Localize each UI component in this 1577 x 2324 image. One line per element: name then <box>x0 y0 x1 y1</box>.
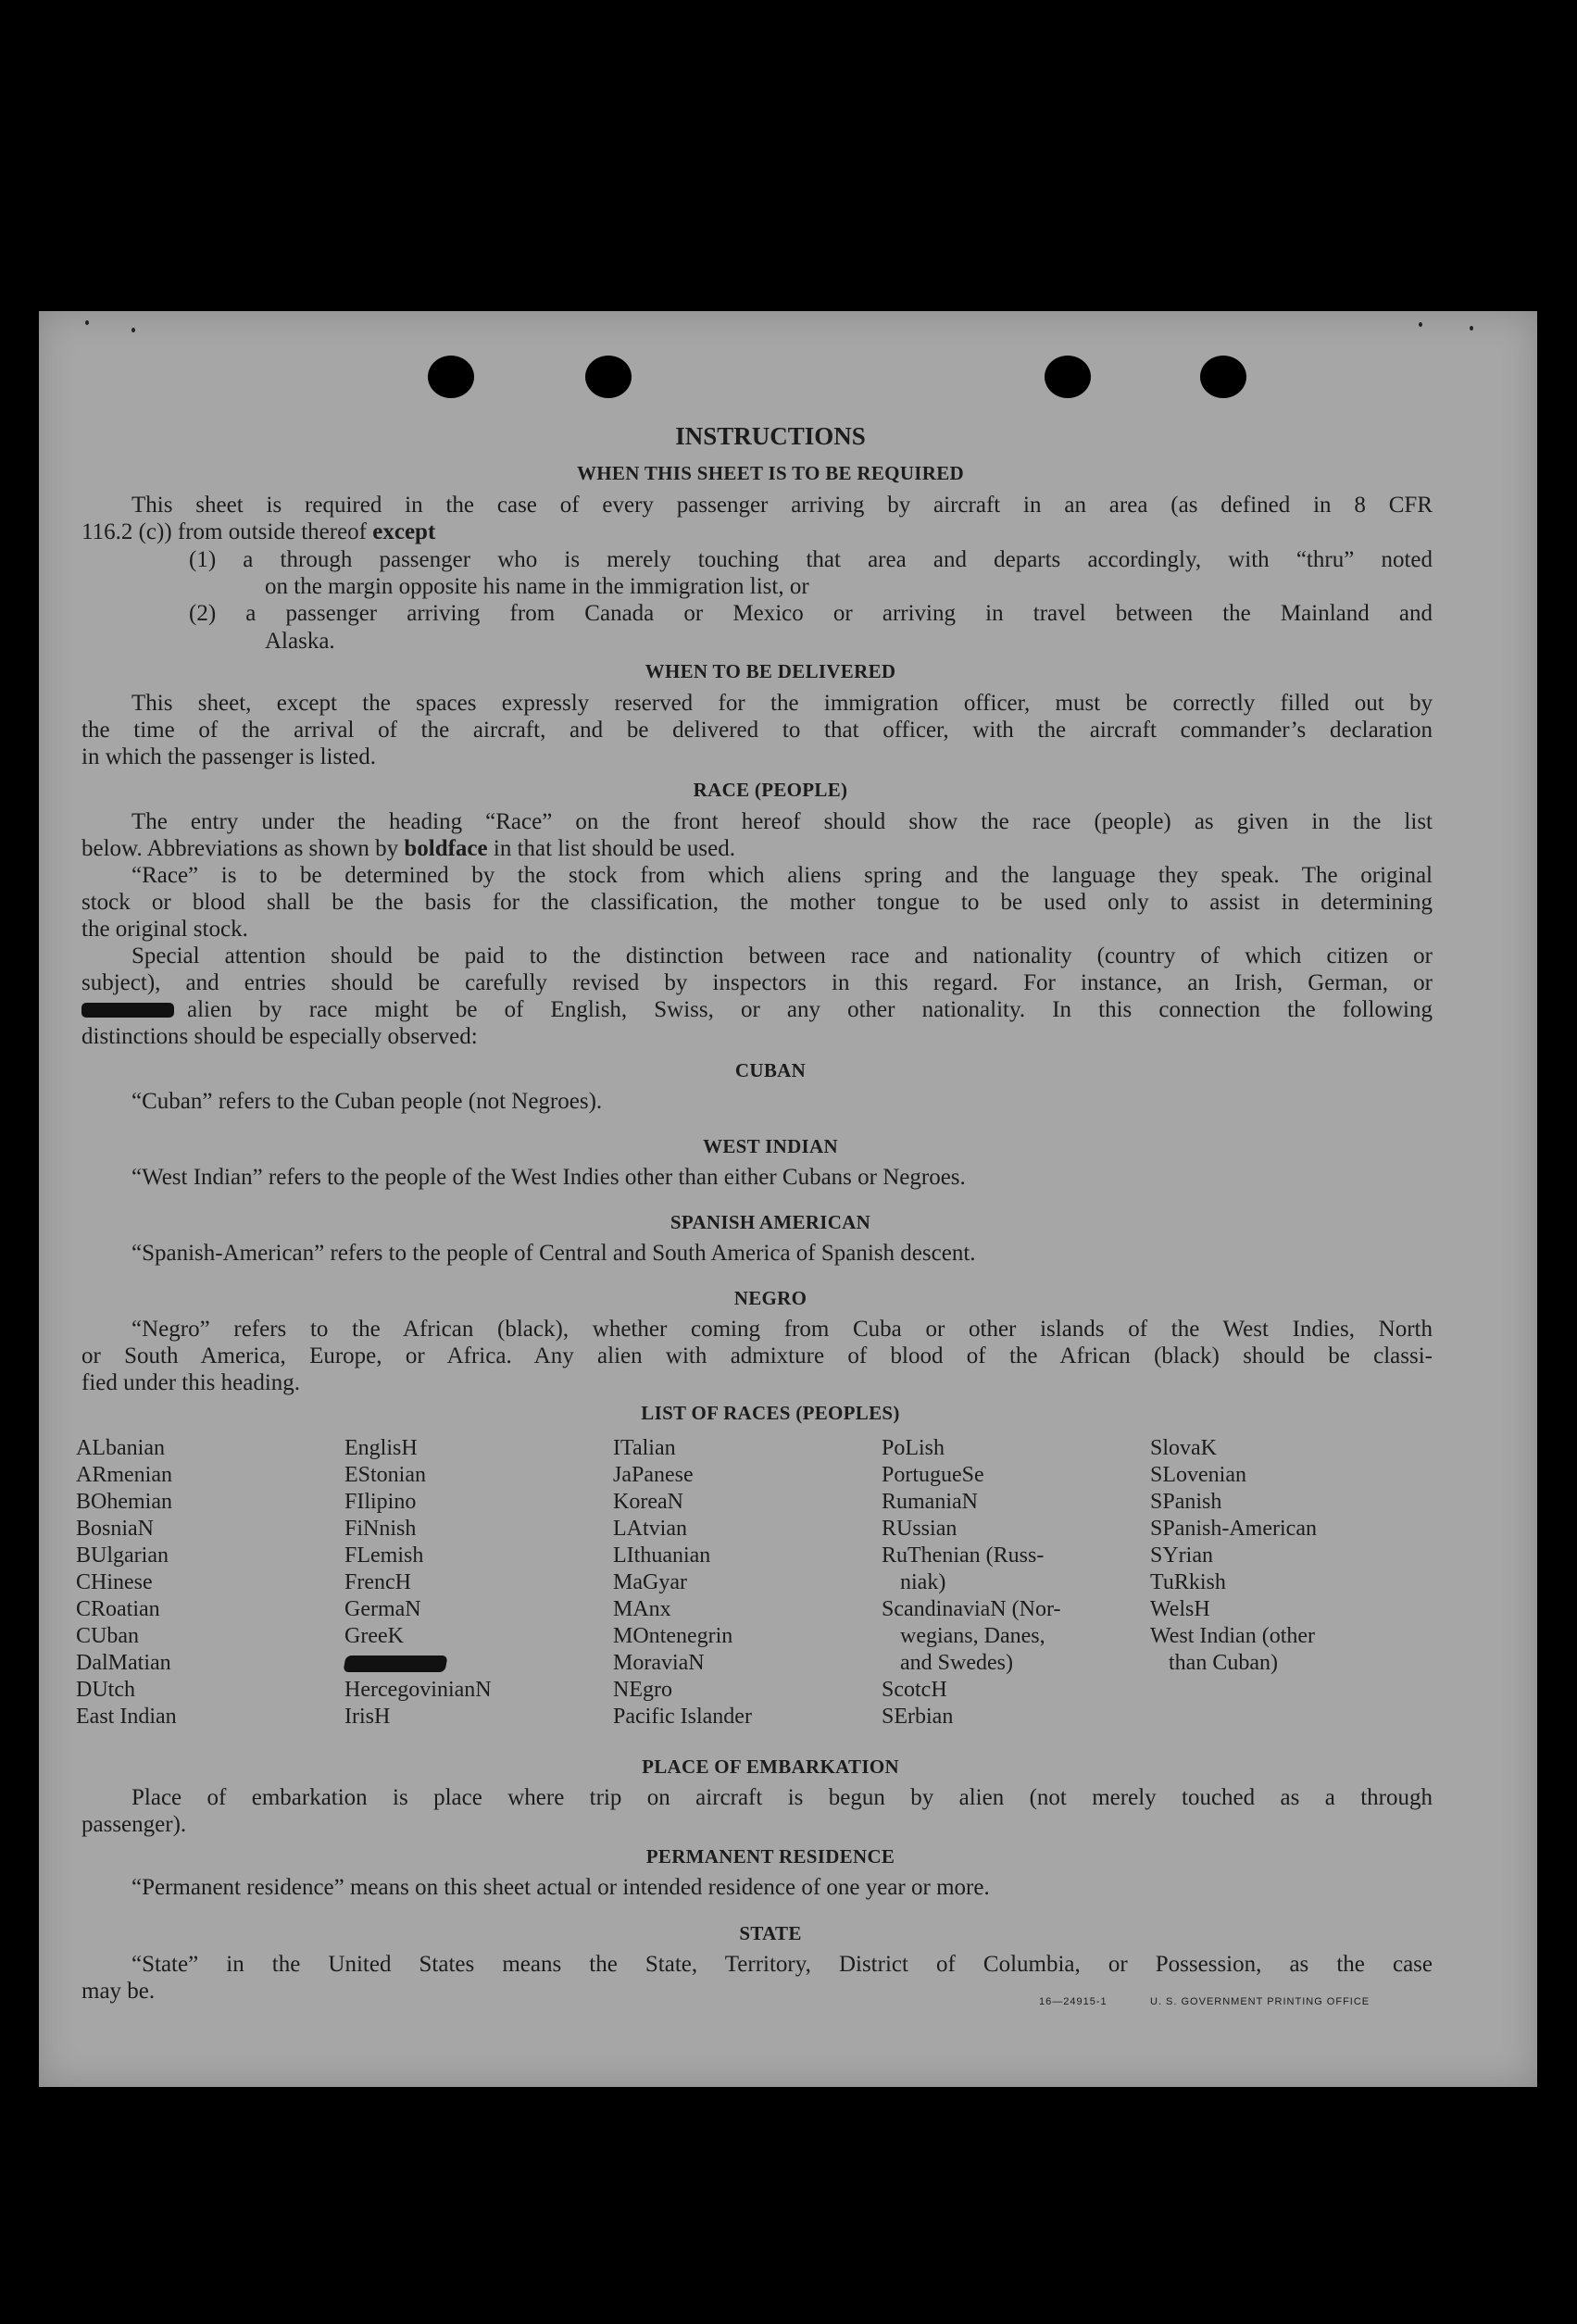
paragraph-line: subject), and entries should be carefully revised by inspectors in this regard. For instance, an Irish, German, or <box>81 970 1433 995</box>
paragraph-line: may be. <box>81 1979 156 2004</box>
speck <box>1470 326 1473 331</box>
race-entry: and Swedes) <box>900 1651 1013 1675</box>
punch-hole <box>1200 356 1246 398</box>
paragraph-line: fied under this heading. <box>81 1370 301 1395</box>
list-item: on the margin opposite his name in the immigration list, or <box>265 574 809 599</box>
race-entry: KoreaN <box>613 1490 683 1514</box>
race-entry: wegians, Danes, <box>900 1624 1045 1648</box>
paragraph-line: the time of the arrival of the aircraft, and be delivered to that officer, with the aircraft commander’s declaration <box>81 718 1433 743</box>
race-entry: TuRkish <box>1150 1570 1226 1594</box>
race-entry: PortugueSe <box>882 1463 984 1487</box>
speck <box>131 328 135 332</box>
section-heading-race: RACE (PEOPLE) <box>693 779 848 801</box>
section-heading-negro: NEGRO <box>733 1287 807 1309</box>
race-entry: FIlipino <box>344 1490 417 1514</box>
paragraph-line: passenger). <box>81 1812 187 1837</box>
paragraph-line: “Race” is to be determined by the stock from which aliens spring and the language they speak. The original <box>131 863 1433 888</box>
list-item: (2) a passenger arriving from Canada or Mexico or arriving in travel between the Mainland and <box>189 601 1433 626</box>
paragraph-line: “Negro” refers to the African (black), whether coming from Cuba or other islands of the West Indies, North <box>131 1317 1433 1342</box>
race-entry: EnglisH <box>344 1436 418 1460</box>
list-item: Alaska. <box>265 629 335 654</box>
race-entry: FLemish <box>344 1543 424 1568</box>
redaction-mark <box>343 1656 447 1672</box>
paragraph-line: Special attention should be paid to the distinction between race and nationality (country of which citizen or <box>131 943 1433 968</box>
race-entry: MaGyar <box>613 1570 687 1594</box>
race-entry: CUban <box>76 1624 139 1648</box>
race-entry: RumaniaN <box>882 1490 978 1514</box>
race-entry: SLovenian <box>1150 1463 1246 1487</box>
paragraph-line: distinctions should be especially observed: <box>81 1024 478 1049</box>
race-entry: LAtvian <box>613 1517 687 1541</box>
race-entry: SYrian <box>1150 1543 1213 1568</box>
race-entry: FrencH <box>344 1570 411 1594</box>
punch-hole <box>585 356 632 398</box>
race-entry: LIthuanian <box>613 1543 711 1568</box>
race-entry: GermaN <box>344 1597 421 1621</box>
race-entry: WelsH <box>1150 1597 1210 1621</box>
paragraph-line: This sheet is required in the case of every passenger arriving by aircraft in an area (as defined in 8 CFR <box>131 493 1433 518</box>
race-entry: HercegovinianN <box>344 1678 492 1702</box>
section-heading-residence: PERMANENT RESIDENCE <box>645 1845 895 1868</box>
race-entry: ARmenian <box>76 1463 172 1487</box>
punch-hole <box>428 356 474 398</box>
race-entry: GreeK <box>344 1624 404 1648</box>
race-entry: ALbanian <box>76 1436 165 1460</box>
paragraph-line: This sheet, except the spaces expressly reserved for the immigration officer, must be correctly filled out by <box>131 691 1433 716</box>
race-entry: MOntenegrin <box>613 1624 733 1648</box>
paragraph-line: “State” in the United States means the State, Territory, District of Columbia, or Possession, as the case <box>131 1952 1433 1977</box>
section-heading-embarkation: PLACE OF EMBARKATION <box>642 1755 899 1778</box>
race-entry: NEgro <box>613 1678 672 1702</box>
race-entry: FiNnish <box>344 1517 417 1541</box>
section-heading-west-indian: WEST INDIAN <box>703 1135 838 1157</box>
race-entry: Pacific Islander <box>613 1705 752 1729</box>
race-entry: BUlgarian <box>76 1543 169 1568</box>
paragraph-line: Place of embarkation is place where trip on aircraft is begun by alien (not merely touched as a through <box>131 1785 1433 1810</box>
paragraph-line: the original stock. <box>81 917 248 942</box>
race-entry: JaPanese <box>613 1463 694 1487</box>
race-entry: BOhemian <box>76 1490 172 1514</box>
race-entry: RuThenian (Russ- <box>882 1543 1045 1568</box>
printer-imprint: U. S. GOVERNMENT PRINTING OFFICE <box>1150 1996 1370 2007</box>
race-entry: SErbian <box>882 1705 954 1729</box>
page-title: INSTRUCTIONS <box>675 422 866 450</box>
section-heading-spanish-american: SPANISH AMERICAN <box>670 1211 871 1233</box>
definition-text: “Cuban” refers to the Cuban people (not Negroes). <box>131 1089 603 1114</box>
section-heading-when-required: WHEN THIS SHEET IS TO BE REQUIRED <box>576 462 964 484</box>
race-entry: MAnx <box>613 1597 671 1621</box>
race-entry <box>344 1651 446 1676</box>
race-entry: RUssian <box>882 1517 957 1541</box>
section-heading-list-of-races: LIST OF RACES (PEOPLES) <box>641 1402 900 1424</box>
paragraph-line: below. Abbreviations as shown by boldface in that list should be used. <box>81 836 735 861</box>
race-entry: SPanish-American <box>1150 1517 1317 1541</box>
punch-hole <box>1045 356 1091 398</box>
paragraph-line: alien by race might be of English, Swiss, or any other nationality. In this connection the following <box>81 997 1433 1023</box>
race-entry: IrisH <box>344 1705 391 1729</box>
list-item: (1) a through passenger who is merely touching that area and departs accordingly, with “thru” noted <box>189 547 1433 572</box>
definition-text: “Spanish-American” refers to the people of Central and South America of Spanish descent. <box>131 1241 976 1266</box>
race-entry: BosniaN <box>76 1517 154 1541</box>
paragraph-line: in which the passenger is listed. <box>81 744 376 769</box>
race-entry: EStonian <box>344 1463 426 1487</box>
race-entry: niak) <box>900 1570 946 1594</box>
race-entry: MoraviaN <box>613 1651 705 1675</box>
section-heading-when-delivered: WHEN TO BE DELIVERED <box>645 660 896 682</box>
race-entry: DUtch <box>76 1678 135 1702</box>
race-entry: CRoatian <box>76 1597 160 1621</box>
paragraph-line: 116.2 (c)) from outside thereof except <box>81 519 436 544</box>
race-entry: DalMatian <box>76 1651 171 1675</box>
race-entry: SPanish <box>1150 1490 1222 1514</box>
race-entry: ScotcH <box>882 1678 947 1702</box>
definition-text: “Permanent residence” means on this sheet actual or intended residence of one year or more. <box>131 1875 990 1900</box>
race-entry: CHinese <box>76 1570 153 1594</box>
section-heading-state: STATE <box>739 1922 802 1944</box>
race-entry: ScandinaviaN (Nor- <box>882 1597 1061 1621</box>
race-entry: SlovaK <box>1150 1436 1217 1460</box>
race-entry: West Indian (other <box>1150 1624 1316 1648</box>
section-heading-cuban: CUBAN <box>734 1059 807 1081</box>
paragraph-line: stock or blood shall be the basis for the classification, the mother tongue to be used only to assist in determining <box>81 890 1433 915</box>
document-page <box>39 311 1537 2087</box>
form-number: 16—24915-1 <box>1039 1996 1108 2007</box>
paragraph-line: The entry under the heading “Race” on the front hereof should show the race (people) as given in the list <box>131 809 1433 834</box>
race-entry: than Cuban) <box>1169 1651 1278 1675</box>
paragraph-line: or South America, Europe, or Africa. Any alien with admixture of blood of the African (black) should be classi- <box>81 1343 1433 1368</box>
redaction-mark <box>81 1003 174 1018</box>
race-entry: PoLish <box>882 1436 945 1460</box>
race-entry: East Indian <box>76 1705 177 1729</box>
speck <box>1419 322 1422 327</box>
definition-text: “West Indian” refers to the people of the West Indies other than either Cubans or Negroes. <box>131 1165 966 1190</box>
speck <box>85 320 89 325</box>
race-entry: ITalian <box>613 1436 676 1460</box>
